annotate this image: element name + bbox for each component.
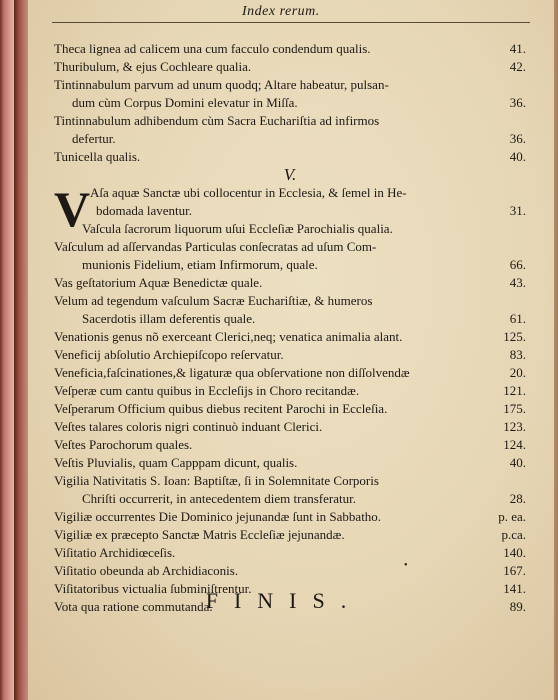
entry-page-number: 123. (503, 419, 526, 434)
entry-text: Veſperæ cum cantu quibus in Eccleſijs in Choro recitandæ. (54, 383, 360, 398)
entry-text: Vaſculum ad aſſervandas Particulas conſecratas ad uſum Com- (54, 239, 377, 254)
index-entry (54, 508, 526, 526)
entry-page-number: 61. (509, 311, 526, 326)
index-entry (54, 382, 526, 400)
index-entry (54, 148, 526, 166)
index-entry (54, 292, 526, 310)
index-entry (54, 400, 526, 418)
entry-page-number: 28. (509, 491, 526, 506)
index-entry (54, 454, 526, 472)
entry-page-number: 20. (509, 365, 526, 380)
entry-text: munionis Fidelium, etiam Infirmorum, quale. (82, 257, 318, 272)
entry-page-number: p. ea. (498, 509, 526, 524)
entry-page-number: 121. (503, 383, 526, 398)
entries-v-section (54, 181, 526, 616)
entry-text: Vigiliæ ex præcepto Sanctæ Matris Eccleſiæ jejunandæ. (54, 527, 345, 542)
entry-page-number: 140. (503, 545, 526, 560)
entry-page-number: 40. (509, 455, 526, 470)
header-rule (52, 22, 530, 23)
entry-text: Veſtis Pluvialis, quam Capppam dicunt, qualis. (54, 455, 298, 470)
entry-text: Veſperarum Officium quibus diebus recitent Parochi in Eccleſia. (54, 401, 388, 416)
finis-title: FINIS. (205, 588, 363, 613)
entry-page-number: 83. (509, 347, 526, 362)
index-entry (54, 328, 526, 346)
book-page (14, 0, 554, 700)
entry-text: Venationis genus nõ exerceant Clerici,neq; venatica animalia alant. (54, 329, 403, 344)
entry-page-number: 66. (509, 257, 526, 272)
entry-page-number: 125. (503, 329, 526, 344)
entry-text: Velum ad tegendum vaſculum Sacræ Euchariſtiæ, & humeros (54, 293, 373, 308)
entry-text: Aſa aquæ Sanctæ ubi collocentur in Ecclesia, & ſemel in He- (90, 185, 407, 200)
index-entry (54, 238, 526, 256)
index-entry (54, 274, 526, 292)
index-entry (54, 58, 526, 76)
entry-page-number: 36. (509, 131, 526, 146)
index-entry (54, 364, 526, 382)
index-entry (54, 202, 526, 220)
index-entry (54, 544, 526, 562)
index-entry (54, 112, 526, 130)
index-entry (54, 76, 526, 94)
entry-text: dum cùm Corpus Domini elevatur in Miſſa. (72, 95, 298, 110)
index-entry (54, 256, 526, 274)
index-entry (54, 40, 526, 58)
entry-text: Viſitatio Archidiœceſis. (54, 545, 176, 560)
entry-text: Tunicella qualis. (54, 149, 141, 164)
index-entry (54, 220, 526, 238)
entry-text: bdomada laventur. (96, 203, 193, 218)
entry-text: Vas geſtatorium Aquæ Benedictæ quale. (54, 275, 263, 290)
index-entry (54, 490, 526, 508)
entry-text: Viſitatoribus victualia ſubminiſtrentur. (54, 581, 252, 596)
entry-text: Theca lignea ad calicem una cum facculo condendum qualis. (54, 41, 371, 56)
entry-text: Viſitatio obeunda ab Archidiaconis. (54, 563, 239, 578)
entry-text: Veneficij abſolutio Archiepiſcopo reſervatur. (54, 347, 284, 362)
entry-text: Veſtes Parochorum quales. (54, 437, 193, 452)
entry-page-number: 41. (509, 41, 526, 56)
index-entry (54, 310, 526, 328)
index-entries (54, 40, 526, 616)
index-entry (54, 562, 526, 580)
entry-page-number: 124. (503, 437, 526, 452)
index-entry (54, 346, 526, 364)
entry-page-number: 43. (509, 275, 526, 290)
entry-page-number: p.ca. (501, 527, 526, 542)
index-entry (54, 436, 526, 454)
dropcap-letter: V (54, 181, 91, 237)
index-entry (54, 472, 526, 490)
index-entry (54, 94, 526, 112)
entry-page-number: 42. (509, 59, 526, 74)
running-header: Index rerum. (242, 4, 320, 19)
entry-text: Veſtes talares coloris nigri continuò induant Clerici. (54, 419, 323, 434)
entry-text: Chriſti occurrerit, in antecedentem diem transferatur. (82, 491, 356, 506)
entry-page-number: 167. (503, 563, 526, 578)
entry-text: Vaſcula ſacrorum liquorum uſui Eccleſiæ Parochialis qualia. (82, 221, 393, 236)
index-entry (54, 184, 526, 202)
ink-mark: • (404, 560, 408, 571)
entry-text: Tintinnabulum parvum ad unum quodq; Altare habeatur, pulsan- (54, 77, 389, 92)
entry-page-number: 31. (509, 203, 526, 218)
entry-text: Veneficia,faſcinationes,& ligaturæ qua obſervatione non diſſolvendæ (54, 365, 410, 380)
entry-text: Tintinnabulum adhibendum cùm Sacra Euchariſtia ad infirmos (54, 113, 380, 128)
index-entry (54, 418, 526, 436)
entry-page-number: 36. (509, 95, 526, 110)
index-entry (54, 526, 526, 544)
entry-text: Vigilia Nativitatis S. Ioan: Baptiſtæ, ſi in Solemnitate Corporis (54, 473, 379, 488)
section-letter-v: V. (283, 165, 297, 184)
entries-t-section (54, 40, 526, 166)
entry-text: Thuribulum, & ejus Cochleare qualia. (54, 59, 252, 74)
entry-page-number: 89. (509, 599, 526, 614)
index-entry (54, 130, 526, 148)
entry-text: Vota qua ratione commutanda. (54, 599, 213, 614)
entry-page-number: 175. (503, 401, 526, 416)
entry-page-number: 141. (503, 581, 526, 596)
entry-page-number: 40. (509, 149, 526, 164)
entry-text: Vigiliæ occurrentes Die Dominico jejunandæ ſunt in Sabbatho. (54, 509, 382, 524)
entry-text: Sacerdotis illam deferentis quale. (82, 311, 256, 326)
entry-text: defertur. (72, 131, 116, 146)
